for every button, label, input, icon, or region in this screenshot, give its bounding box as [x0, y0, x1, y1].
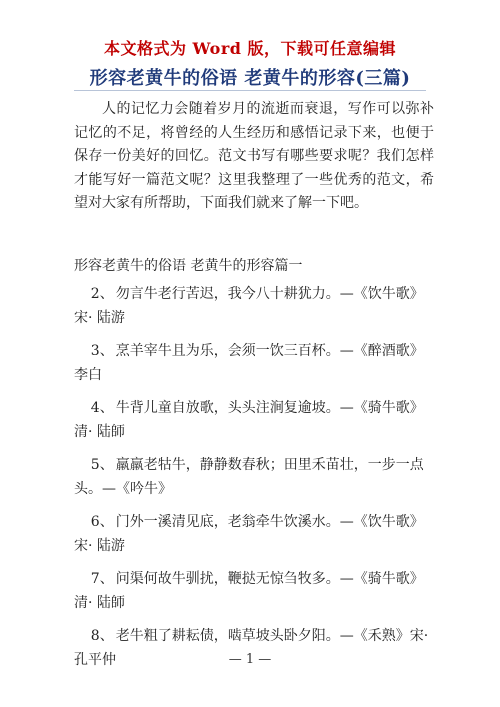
document-title: 形容老黄牛的俗语 老黄牛的形容(三篇): [89, 68, 411, 89]
item-text: 勿言牛老行苦迟，我今八十耕犹力。—《饮牛歌》宋· 陆游: [74, 286, 424, 326]
list-item: [74, 568, 434, 615]
item-number: 5、: [90, 457, 114, 473]
list-item: [74, 340, 434, 387]
format-banner: 本文格式为 Word 版，下载可任意编辑: [103, 39, 397, 58]
item-number: 2、: [90, 286, 114, 302]
item-text: 牛背儿童自放歌，头头注涧复逾坡。—《骑牛歌》清· 陆師: [74, 400, 424, 440]
item-number: 7、: [90, 571, 114, 587]
list-item: [74, 454, 434, 501]
item-text: 烹羊宰牛且为乐，会须一饮三百杯。—《醉酒歌》李白: [74, 343, 424, 383]
item-text: 门外一溪清见底，老翁牵牛饮溪水。—《饮牛歌》宋· 陆游: [74, 514, 424, 554]
item-text: 老牛粗了耕耘债，啮草坡头卧夕阳。—《禾熟》宋· 孔平仲: [74, 628, 429, 668]
item-number: 3、: [90, 343, 114, 359]
item-text: 问渠何故牛驯扰，鞭挞无惊刍牧多。—《骑牛歌》清· 陆師: [74, 571, 424, 611]
section-heading: 形容老黄牛的俗语 老黄牛的形容篇一: [74, 258, 303, 274]
page-number: — 1 —: [228, 652, 272, 667]
proverb-list: [74, 283, 434, 682]
list-item: [74, 397, 434, 444]
list-item: [74, 511, 434, 558]
item-text: 羸羸老牯牛，静静数春秋；田里禾苗壮，一步一点头。—《吟牛》: [74, 457, 424, 497]
item-number: 8、: [90, 628, 114, 644]
item-number: 4、: [90, 400, 114, 416]
list-item: [74, 283, 434, 330]
item-number: 6、: [90, 514, 114, 530]
title-divider: [74, 90, 426, 91]
intro-paragraph: 人的记忆力会随着岁月的流逝而衰退，写作可以弥补记忆的不足，将曾经的人生经历和感悟记录下来，也便于保存一份美好的回忆。范文书写有哪些要求呢？我们怎样才能写好一篇范文呢？这里我整理了一些优秀的范文，希望对大家有所帮助，下面我们就来了解一下吧。: [74, 101, 434, 211]
